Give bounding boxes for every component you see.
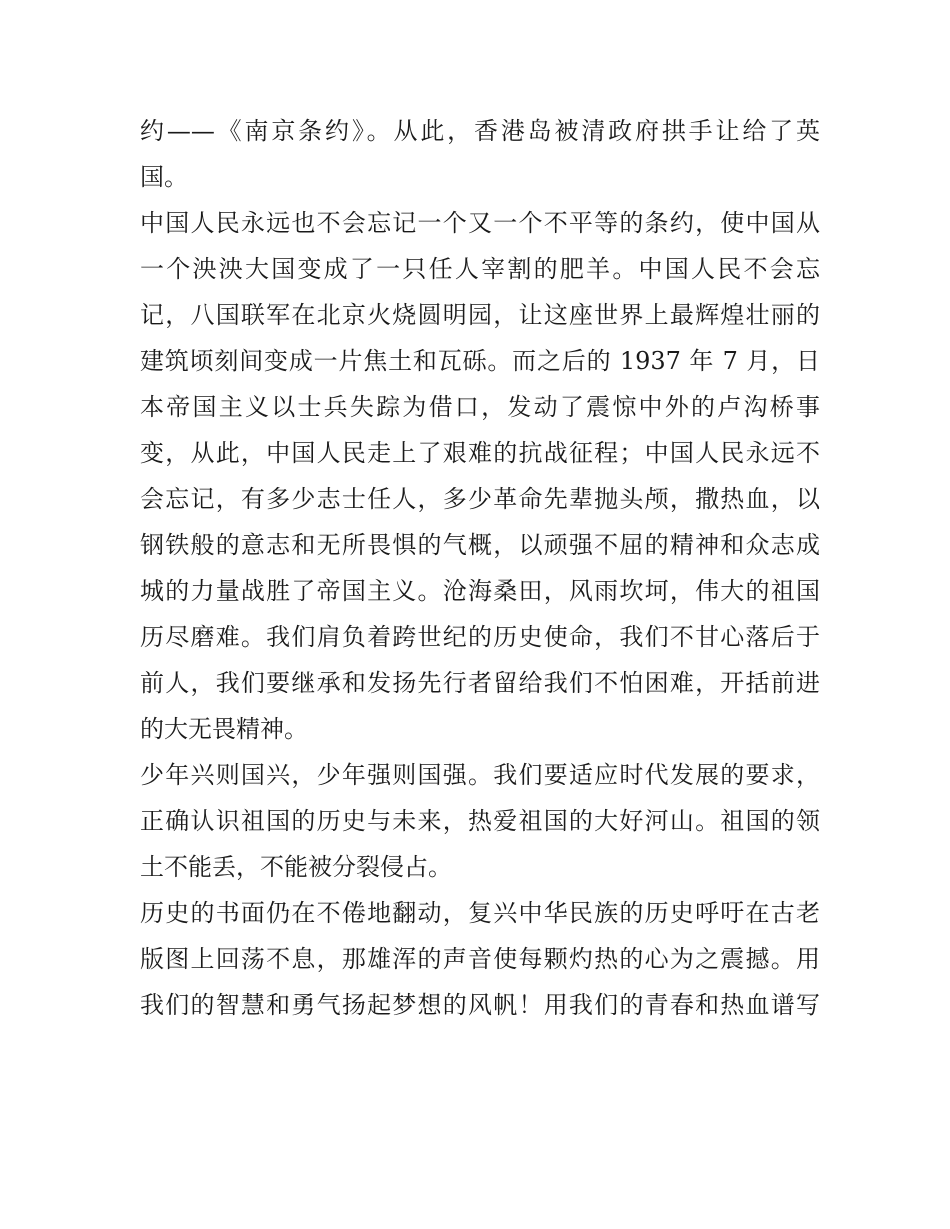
text-line: 历尽磨难。我们肩负着跨世纪的历史使命，我们不甘心落后于 xyxy=(140,623,820,651)
text-line: 前人，我们要继承和发扬先行者留给我们不怕困难，开括前进 xyxy=(140,669,820,697)
text-line: 版图上回荡不息，那雄浑的声音使每颗灼热的心为之震撼。用 xyxy=(140,945,820,973)
body-text xyxy=(140,108,820,1028)
text-line: 我们的智慧和勇气扬起梦想的风帆！用我们的青春和热血谱写 xyxy=(140,991,820,1019)
text-line: 历史的书面仍在不倦地翻动，复兴中华民族的历史呼吁在古老 xyxy=(140,899,820,927)
text-line: 一个泱泱大国变成了一只任人宰割的肥羊。中国人民不会忘 xyxy=(140,255,820,283)
text-line: 本帝国主义以士兵失踪为借口，发动了震惊中外的卢沟桥事 xyxy=(140,393,820,421)
text-line: 国。 xyxy=(140,163,188,191)
text-line: 约——《南京条约》。从此，香港岛被清政府拱手让给了英 xyxy=(140,117,820,145)
text-line: 中国人民永远也不会忘记一个又一个不平等的条约，使中国从 xyxy=(140,209,820,237)
text-line: 建筑顷刻间变成一片焦土和瓦砾。而之后的 1937 年 7 月，日 xyxy=(140,347,820,375)
text-line: 城的力量战胜了帝国主义。沧海桑田，风雨坎坷，伟大的祖国 xyxy=(140,577,820,605)
text-line: 记，八国联军在北京火烧圆明园，让这座世界上最辉煌壮丽的 xyxy=(140,301,820,329)
text-line: 土不能丢，不能被分裂侵占。 xyxy=(140,853,452,881)
text-line: 的大无畏精神。 xyxy=(140,715,308,743)
text-line: 少年兴则国兴，少年强则国强。我们要适应时代发展的要求， xyxy=(140,761,820,789)
text-line: 变，从此，中国人民走上了艰难的抗战征程；中国人民永远不 xyxy=(140,439,820,467)
text-line: 钢铁般的意志和无所畏惧的气概，以顽强不屈的精神和众志成 xyxy=(140,531,820,559)
text-line: 会忘记，有多少志士任人，多少革命先辈抛头颅，撒热血，以 xyxy=(140,485,820,513)
text-line: 正确认识祖国的历史与未来，热爱祖国的大好河山。祖国的领 xyxy=(140,807,820,835)
